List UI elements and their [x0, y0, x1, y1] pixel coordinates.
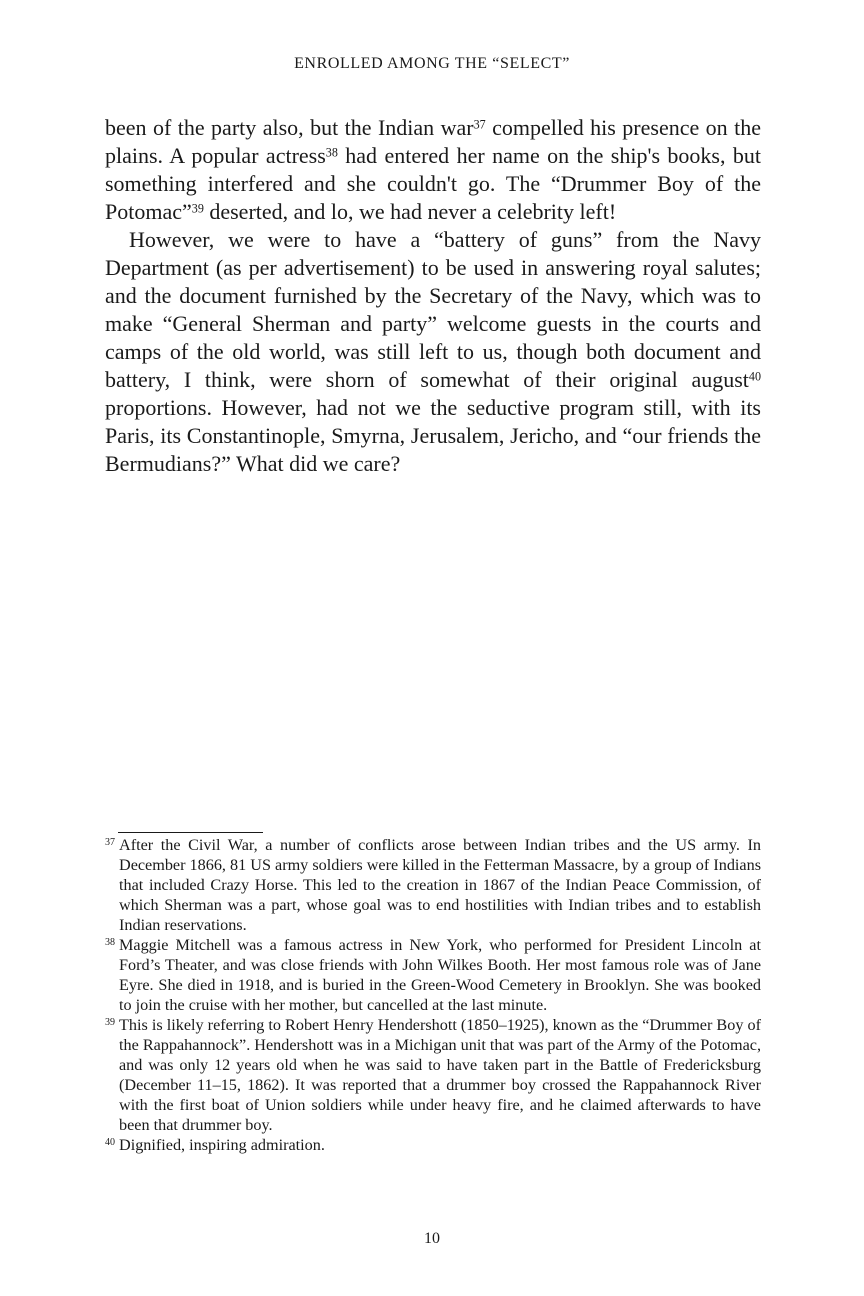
footnote-39 — [105, 1015, 761, 1135]
page-number: 10 — [424, 1230, 440, 1247]
running-header: ENROLLED AMONG THE “SELECT” — [294, 55, 570, 72]
footnote-ref-39[interactable]: 39 — [191, 201, 204, 216]
footnotes-section — [105, 835, 761, 1155]
footnote-number: 38 — [105, 937, 115, 948]
main-text — [105, 114, 761, 478]
footnote-38 — [105, 935, 761, 1015]
footnote-ref-38[interactable]: 38 — [325, 145, 338, 160]
footnote-37 — [105, 835, 761, 935]
paragraph-1-text-b: compelled his presence on the plains. A popular actress — [105, 115, 761, 168]
footnote-ref-40[interactable]: 40 — [748, 369, 761, 384]
footnote-number: 40 — [105, 1137, 115, 1148]
footnote-40 — [105, 1135, 761, 1155]
footnote-number: 37 — [105, 837, 115, 848]
footnote-text: Dignified, inspiring admiration. — [119, 1136, 325, 1154]
paragraph-1-text-d: deserted, and lo, we had never a celebrity left! — [203, 199, 617, 224]
paragraph-1-text-c: had entered her name on the ship's books, but something interfered and she couldn't go. The “Drummer Boy of the Potomac” — [105, 143, 761, 224]
paragraph-2-text-b: proportions. However, had not we the seductive program still, with its Paris, its Constantinople, Smyrna, Jerusalem, Jericho, and “our friends the Bermudians?” What did we care? — [105, 395, 761, 476]
paragraph-2-text-a: However, we were to have a “battery of guns” from the Navy Department (as per advertisement) to be used in answering royal salutes; and the document furnished by the Secretary of the Navy, which was to make “General Sherman and party” welcome guests in the courts and camps of the old world, was still left to us, though both document and battery, I think, were shorn of somewhat of their original august — [105, 227, 761, 392]
footnote-text: Maggie Mitchell was a famous actress in New York, who performed for President Lincoln at Ford’s Theater, and was close friends with John Wilkes Booth. Her most famous role was of Jane Eyre. She died in 1918, and is buried in the Green-Wood Cemetery in Brooklyn. She was booked to join the cruise with her mother, but cancelled at the last minute. — [119, 936, 761, 1014]
footnote-ref-37[interactable]: 37 — [473, 117, 486, 132]
footnote-number: 39 — [105, 1017, 115, 1028]
paragraph-2 — [105, 226, 761, 478]
footnote-text: This is likely referring to Robert Henry Hendershott (1850–1925), known as the “Drummer Boy of the Rappahannock”. Hendershott was in a Michigan unit that was part of the Army of the Potomac, and was only 12 years old when he was said to have taken part in the Battle of Fredericksburg (December 11–15, 1862). It was reported that a drummer boy crossed the Rappahannock River with the first boat of Union soldiers while under heavy fire, and he claimed afterwards to have been that drummer boy. — [119, 1016, 761, 1134]
footnote-separator — [118, 832, 263, 833]
paragraph-1 — [105, 114, 761, 226]
paragraph-1-text-a: been of the party also, but the Indian war — [105, 115, 474, 140]
footnote-text: After the Civil War, a number of conflicts arose between Indian tribes and the US army. In December 1866, 81 US army soldiers were killed in the Fetterman Massacre, by a group of Indians that included Crazy Horse. This led to the creation in 1867 of the Indian Peace Commission, of which Sherman was a part, whose goal was to end hostilities with Indian tribes and to establish Indian reservations. — [119, 836, 761, 934]
